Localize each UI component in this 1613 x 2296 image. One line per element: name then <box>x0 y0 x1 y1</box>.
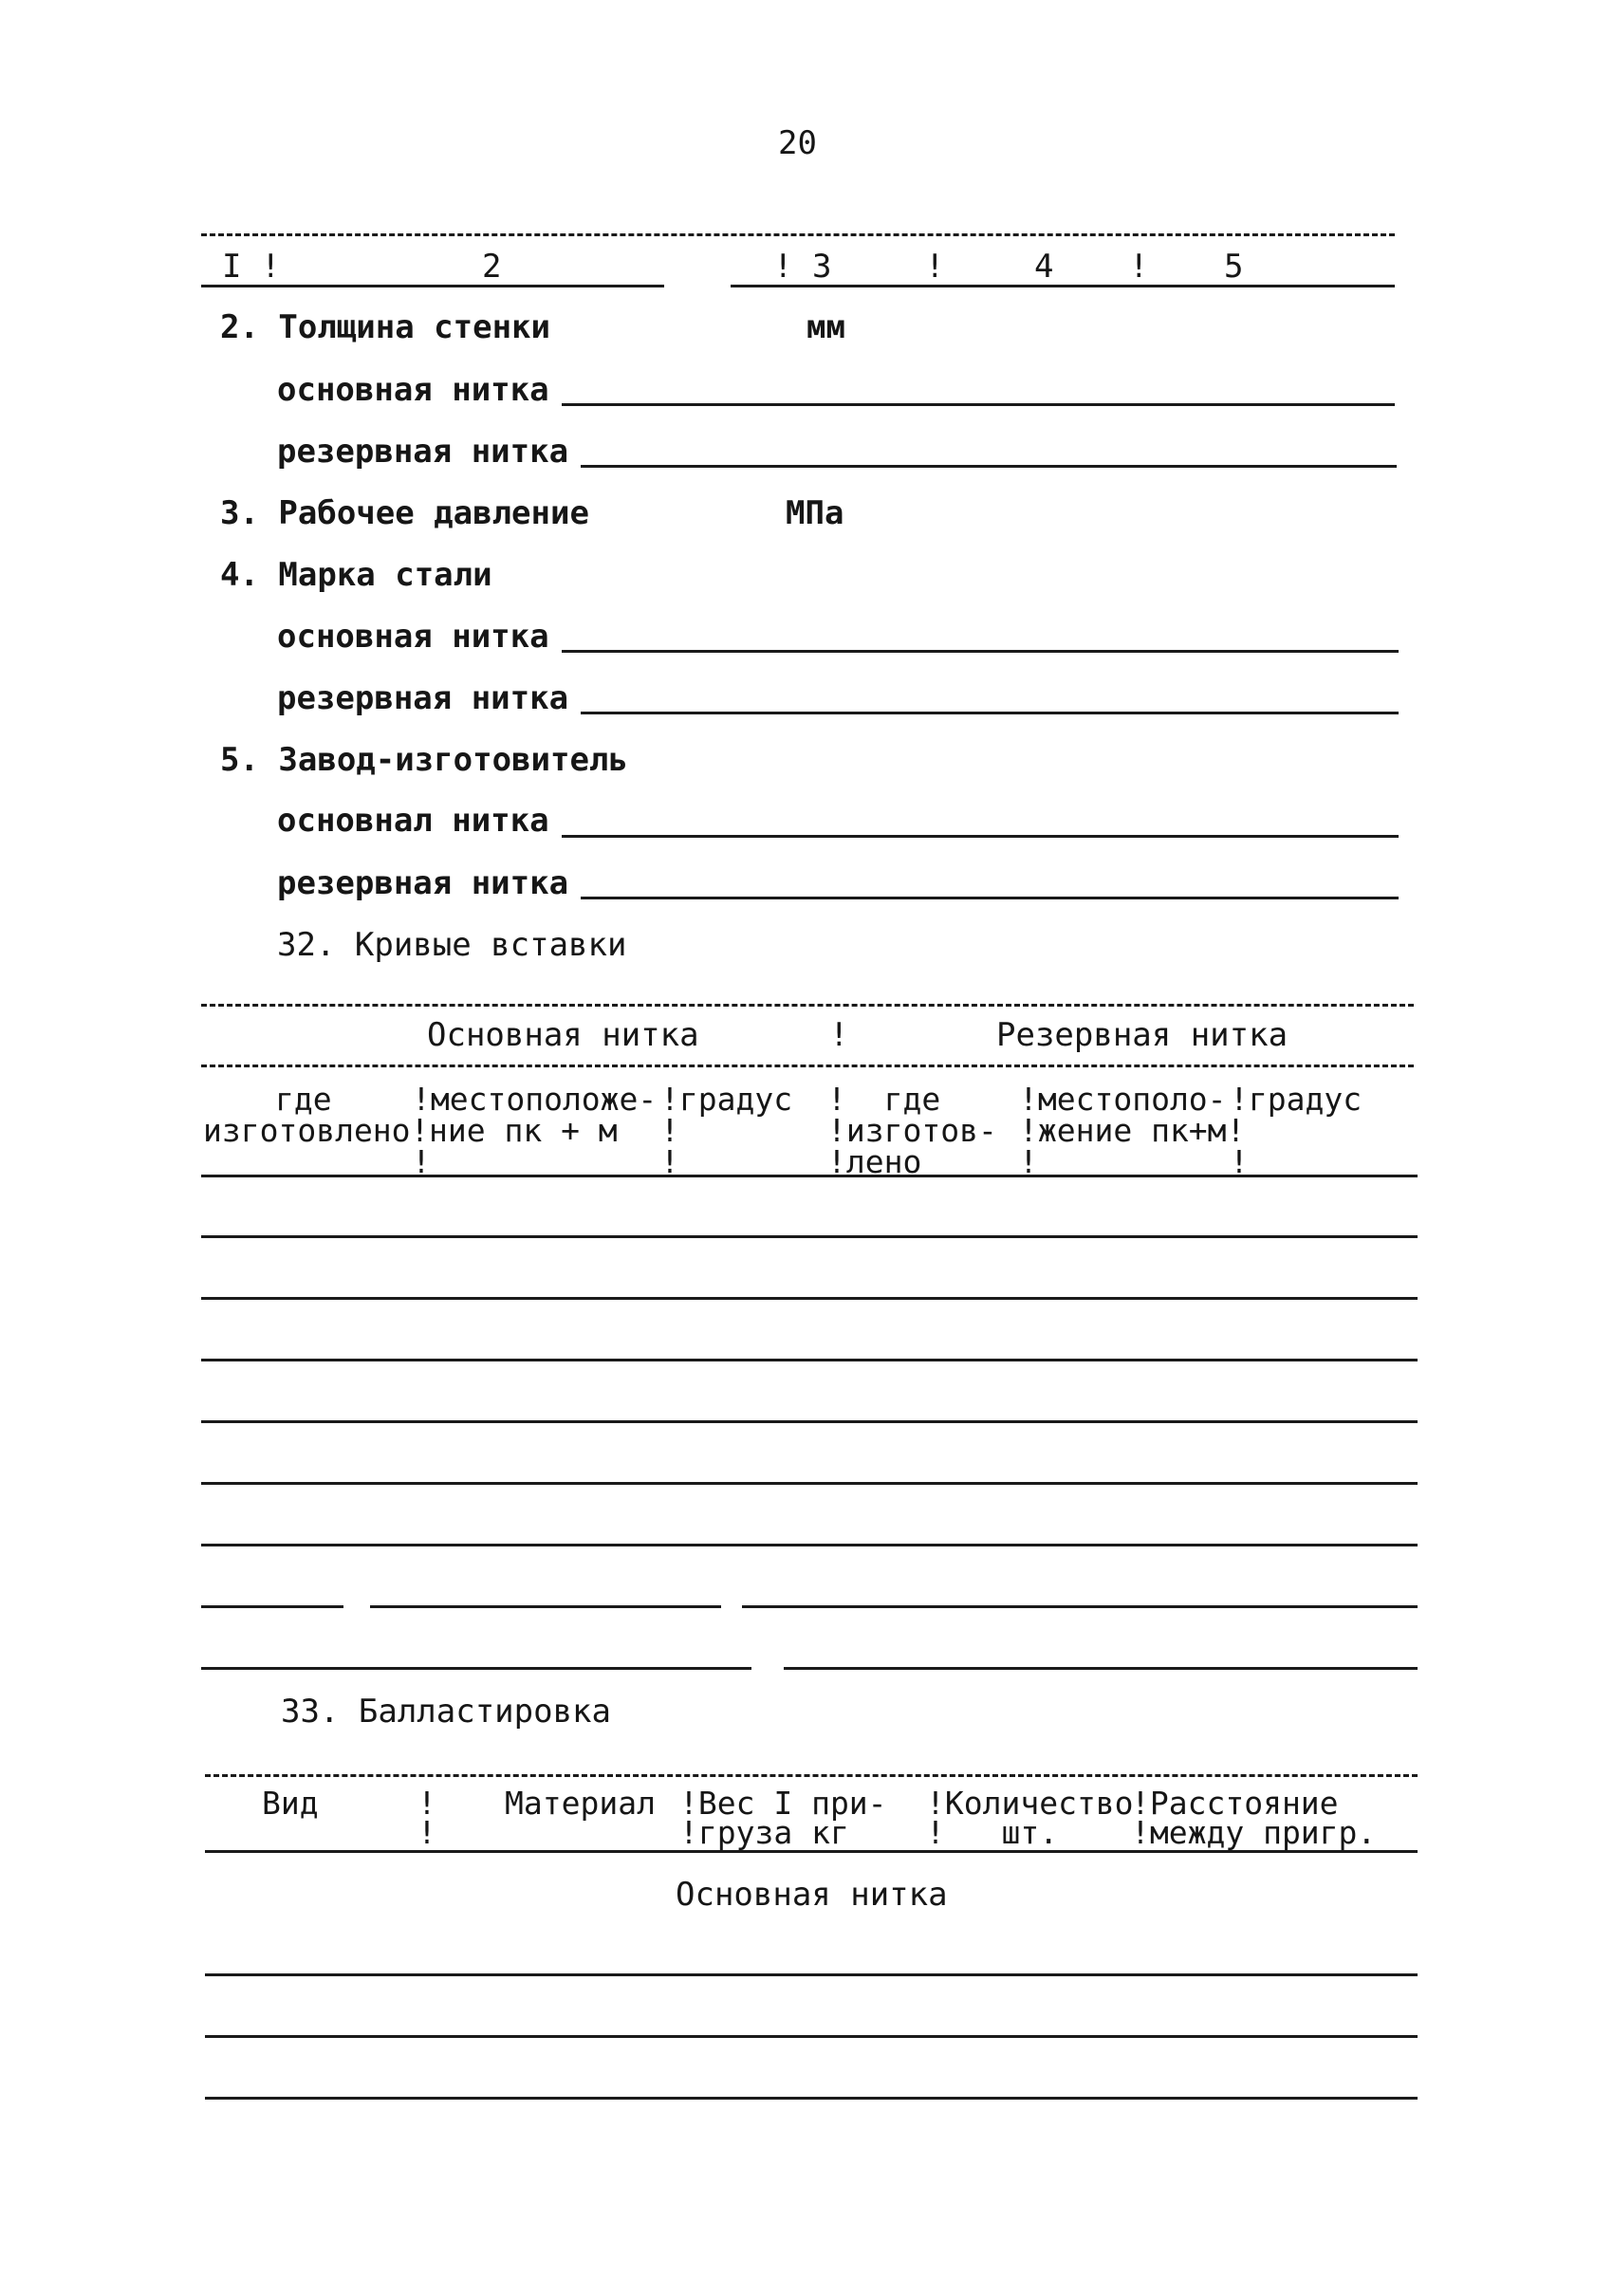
header-col-4: 4 <box>1034 248 1054 286</box>
ballast-row-line[interactable] <box>205 2097 1418 2100</box>
bend-res-where-made-2: !изготов- <box>827 1112 997 1149</box>
bend-table-group-rule <box>201 1065 1414 1067</box>
ballast-table-top-rule <box>205 1774 1418 1777</box>
main-line-field-2[interactable] <box>562 650 1399 653</box>
ballast-row-line[interactable] <box>205 1973 1418 1976</box>
header-underline-right <box>731 285 1395 287</box>
reserve-line-label-1: резервная нитка <box>277 433 569 471</box>
ballast-col-material: Материал <box>505 1785 656 1822</box>
main-line-label-2: основная нитка <box>277 618 549 656</box>
ballast-col-sep-1b: ! <box>417 1814 436 1851</box>
item-wall-unit: мм <box>806 308 845 346</box>
bend-col-degree-2: ! <box>660 1112 679 1149</box>
ballast-col-sep-1: ! <box>417 1785 436 1822</box>
bend-group-separator: ! <box>829 1016 849 1054</box>
bend-row-line[interactable] <box>201 1297 1418 1300</box>
ballast-row-line[interactable] <box>205 2035 1418 2038</box>
bend-res-degree-1: !градус <box>1230 1081 1363 1118</box>
bend-row-line[interactable] <box>201 1482 1418 1485</box>
bend-row-line[interactable] <box>201 1235 1418 1238</box>
bend-row-line-segment[interactable] <box>742 1605 1418 1608</box>
main-line-field-3[interactable] <box>562 835 1399 838</box>
bend-res-degree-2: ! <box>1230 1143 1249 1180</box>
reserve-line-field-3[interactable] <box>581 897 1399 899</box>
bend-res-location-1: !местополо- <box>1019 1081 1227 1118</box>
item-pressure-unit: МПа <box>786 494 844 532</box>
item-steel-grade: 4. Марка стали <box>220 556 492 594</box>
item-wall-thickness: 2. Толщина стенки <box>220 308 550 346</box>
header-col-2: 2 <box>482 248 502 286</box>
ballast-col-count-2: ! шт. <box>926 1814 1059 1851</box>
header-col-5: 5 <box>1224 248 1244 286</box>
bend-group-main: Основная нитка <box>427 1016 699 1054</box>
header-underline-left <box>201 285 664 287</box>
bend-row-line-segment[interactable] <box>784 1667 1418 1670</box>
reserve-line-label-3: резервная нитка <box>277 864 569 902</box>
bend-group-reserve: Резервная нитка <box>996 1016 1289 1054</box>
bend-row-line[interactable] <box>201 1359 1418 1361</box>
bend-row-line-segment[interactable] <box>370 1605 721 1608</box>
bend-row-line-segment[interactable] <box>201 1667 751 1670</box>
ballast-col-distance-2: !между пригр. <box>1131 1814 1377 1851</box>
item-working-pressure: 3. Рабочее давление <box>220 494 589 532</box>
ballast-table-header-rule <box>205 1850 1418 1853</box>
item-manufacturer: 5. Завод-изготовитель <box>220 741 628 779</box>
main-line-field-1[interactable] <box>562 403 1395 406</box>
bend-res-location-3: ! <box>1019 1143 1038 1180</box>
header-col-sep-2: ! <box>1129 248 1149 286</box>
bend-res-location-2: !жение пк+м! <box>1019 1112 1246 1149</box>
bend-col-where-made-1: где <box>275 1081 332 1118</box>
header-col-sep-1: ! <box>925 248 945 286</box>
ballast-col-type: Вид <box>262 1785 319 1822</box>
bend-table-header-rule <box>201 1175 1418 1177</box>
section-32-title: 32. Кривые вставки <box>277 926 627 964</box>
ballast-subheading-main: Основная нитка <box>676 1876 948 1914</box>
ballast-col-count-1: !Количество <box>926 1785 1134 1822</box>
ballast-col-distance-1: !Расстояние <box>1131 1785 1339 1822</box>
bend-res-where-made-1: ! где <box>827 1081 941 1118</box>
reserve-line-field-2[interactable] <box>581 712 1399 714</box>
bend-res-where-made-3: !лено <box>827 1143 922 1180</box>
reserve-line-label-2: резервная нитка <box>277 679 569 717</box>
section-33-title: 33. Балластировка <box>281 1693 611 1731</box>
bend-row-line[interactable] <box>201 1420 1418 1423</box>
header-col-1: I ! <box>222 248 281 286</box>
main-line-label-1: основная нитка <box>277 371 549 409</box>
header-col-3: ! 3 <box>773 248 832 286</box>
ballast-col-weight-1: !Вес I при- <box>679 1785 887 1822</box>
header-dashed-rule <box>201 233 1395 236</box>
main-line-label-3: основнал нитка <box>277 802 549 840</box>
bend-col-where-made-2: изготовлено! <box>203 1112 430 1149</box>
bend-row-line[interactable] <box>201 1544 1418 1546</box>
bend-col-location-1: !местоположе- <box>412 1081 658 1118</box>
bend-col-degree-1: !градус <box>660 1081 793 1118</box>
page-number: 20 <box>778 124 817 162</box>
ballast-col-weight-2: !груза кг <box>679 1814 849 1851</box>
bend-table-top-rule <box>201 1004 1414 1007</box>
reserve-line-field-1[interactable] <box>581 465 1397 468</box>
bend-row-line-segment[interactable] <box>201 1605 343 1608</box>
bend-col-degree-3: ! <box>660 1143 679 1180</box>
bend-col-location-3: ! <box>412 1143 431 1180</box>
bend-col-location-2: ние пк + м <box>429 1112 618 1149</box>
